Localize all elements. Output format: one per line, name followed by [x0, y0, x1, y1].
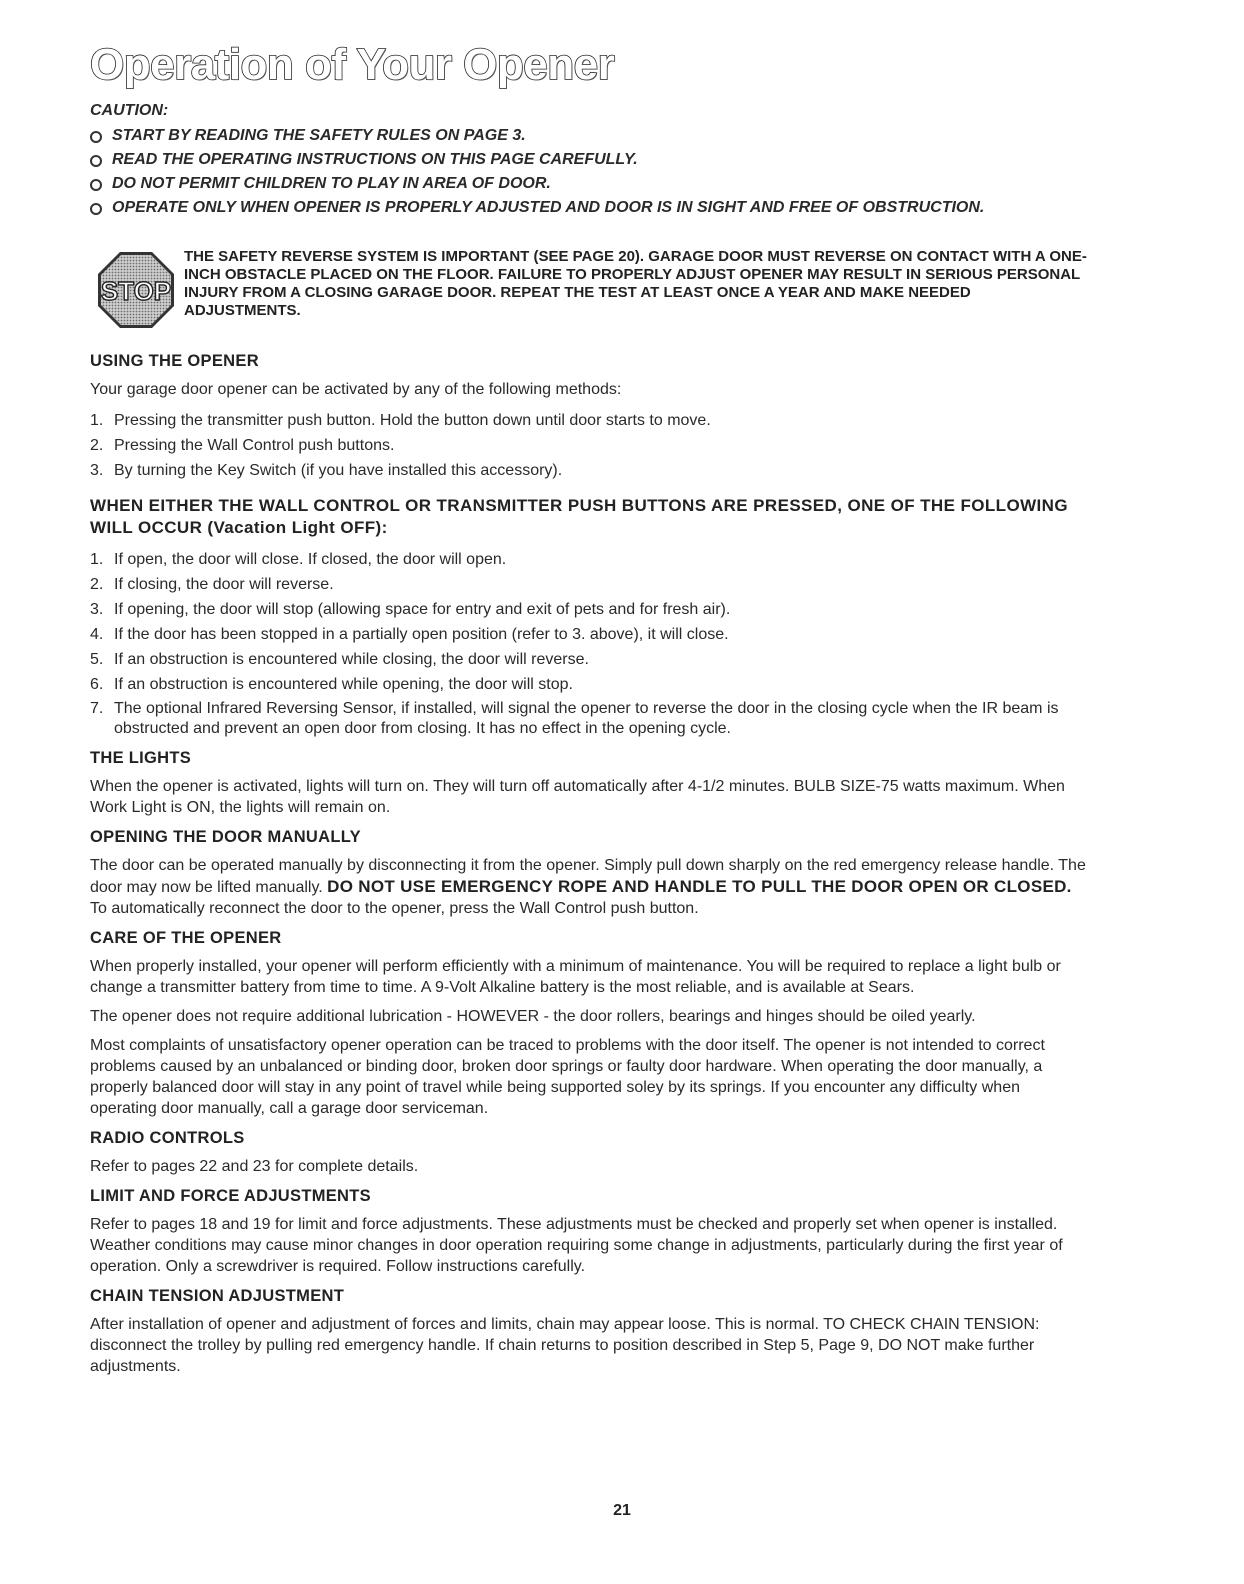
page-content	[90, 40, 1090, 1385]
care-paragraph: When properly installed, your opener will perform efficiently with a minimum of maintenance. You will be required to replace a light bulb or change a transmitter battery from time to time. A 9-Volt Alkaline battery is the most reliable, and is available at Sears.	[90, 958, 1061, 996]
caution-heading: CAUTION:	[90, 102, 169, 119]
chain-text: After installation of opener and adjustment of forces and limits, chain may appear loose. This is normal. TO CHECK CHAIN TENSION: disconnect the trolley by pulling red emergency handle. If chain returns to position described in Step 5, Page 9, DO NOT make further adjustments.	[90, 1316, 1040, 1375]
using-intro: Your garage door opener can be activated by any of the following methods:	[90, 381, 622, 398]
chain-heading: CHAIN TENSION ADJUSTMENT	[90, 1287, 345, 1305]
list-item: 1. If open, the door will close. If closed, the door will open.	[90, 551, 507, 568]
stop-sign-icon	[96, 250, 176, 330]
lights-text: When the opener is activated, lights will turn on. They will turn off automatically after 4-1/2 minutes. BULB SIZE-75 watts maximum. When Work Light is ON, the lights will remain on.	[90, 778, 1065, 816]
list-item: 2. If closing, the door will reverse.	[90, 576, 334, 593]
list-item: 7. The optional Infrared Reversing Sensor, if installed, will signal the opener to reverse the door in the closing cycle when the IR beam is obstructed and prevent an open door from closing. It has no effect in the opening cycle.	[90, 700, 1059, 737]
using-heading: USING THE OPENER	[90, 352, 259, 370]
list-item: 2. Pressing the Wall Control push buttons.	[90, 437, 395, 454]
using-list	[90, 408, 1090, 483]
svg-text:STOP: STOP	[100, 276, 172, 306]
radio-heading: RADIO CONTROLS	[90, 1129, 245, 1147]
list-item: 5. If an obstruction is encountered while closing, the door will reverse.	[90, 651, 589, 668]
list-item: 3. If opening, the door will stop (allowing space for entry and exit of pets and for fresh air).	[90, 601, 731, 618]
bullet-icon	[90, 155, 102, 167]
list-item: 3. By turning the Key Switch (if you have installed this accessory).	[90, 462, 563, 479]
caution-item: DO NOT PERMIT CHILDREN TO PLAY IN AREA OF DOOR.	[90, 172, 1090, 196]
when-list	[90, 547, 1090, 739]
list-item: 4. If the door has been stopped in a partially open position (refer to 3. above), it will close.	[90, 626, 729, 643]
manual-heading: OPENING THE DOOR MANUALLY	[90, 828, 361, 846]
lights-heading: THE LIGHTS	[90, 749, 192, 767]
bullet-icon	[90, 203, 102, 215]
care-paragraph: Most complaints of unsatisfactory opener operation can be traced to problems with the door itself. The opener is not intended to correct problems caused by an unbalanced or binding door, broken door springs or faulty door hardware. When operating the door manually, a properly balanced door will stay in any point of travel while being supported soley by its springs. If you encounter any difficulty when operating door manually, call a garage door serviceman.	[90, 1037, 1045, 1117]
manual-text: The door can be operated manually by disconnecting it from the opener. Simply pull down sharply on the red emergency release handle. The door may now be lifted manually. DO NOT USE EMERGENCY ROPE AND HANDLE TO PULL THE DOOR OPEN OR CLOSED. To automatically reconnect the door to the opener, press the Wall Control push button.	[90, 857, 1086, 917]
radio-text: Refer to pages 22 and 23 for complete details.	[90, 1158, 419, 1175]
bullet-icon	[90, 131, 102, 143]
care-paragraph: The opener does not require additional lubrication - HOWEVER - the door rollers, bearings and hinges should be oiled yearly.	[90, 1008, 976, 1025]
stop-warning-text: THE SAFETY REVERSE SYSTEM IS IMPORTANT (SEE PAGE 20). GARAGE DOOR MUST REVERSE ON CONTACT WITH A ONE-INCH OBSTACLE PLACED ON THE FLOOR. FAILURE TO PROPERLY ADJUST OPENER MAY RESULT IN SERIOUS PERSONAL INJURY FROM A CLOSING GARAGE DOOR. REPEAT THE TEST AT LEAST ONCE A YEAR AND MAKE NEEDED ADJUSTMENTS.	[184, 248, 1087, 319]
list-item: 6. If an obstruction is encountered while opening, the door will stop.	[90, 676, 573, 693]
limit-heading: LIMIT AND FORCE ADJUSTMENTS	[90, 1187, 371, 1205]
bullet-icon	[90, 179, 102, 191]
manual-warning: DO NOT USE EMERGENCY ROPE AND HANDLE TO PULL THE DOOR OPEN OR CLOSED.	[327, 877, 1072, 896]
caution-block	[90, 102, 1090, 220]
when-heading: WHEN EITHER THE WALL CONTROL OR TRANSMITTER PUSH BUTTONS ARE PRESSED, ONE OF THE FOLLOWING WILL OCCUR (Vacation Light OFF):	[90, 496, 1068, 537]
caution-item: READ THE OPERATING INSTRUCTIONS ON THIS PAGE CAREFULLY.	[90, 148, 1090, 172]
limit-text: Refer to pages 18 and 19 for limit and force adjustments. These adjustments must be checked and properly set when opener is installed. Weather conditions may cause minor changes in door operation requiring some change in adjustments, particularly during the first year of operation. Only a screwdriver is required. Follow instructions carefully.	[90, 1216, 1063, 1275]
page-title: Operation of Your Opener	[90, 40, 615, 89]
caution-item: START BY READING THE SAFETY RULES ON PAGE 3.	[90, 124, 1090, 148]
care-heading: CARE OF THE OPENER	[90, 929, 282, 947]
caution-item: OPERATE ONLY WHEN OPENER IS PROPERLY ADJUSTED AND DOOR IS IN SIGHT AND FREE OF OBSTRUCTION.	[90, 196, 1090, 220]
caution-list	[90, 124, 1090, 220]
list-item: 1. Pressing the transmitter push button. Hold the button down until door starts to move.	[90, 412, 711, 429]
page-number: 21	[613, 1502, 631, 1519]
stop-warning	[96, 246, 1090, 330]
